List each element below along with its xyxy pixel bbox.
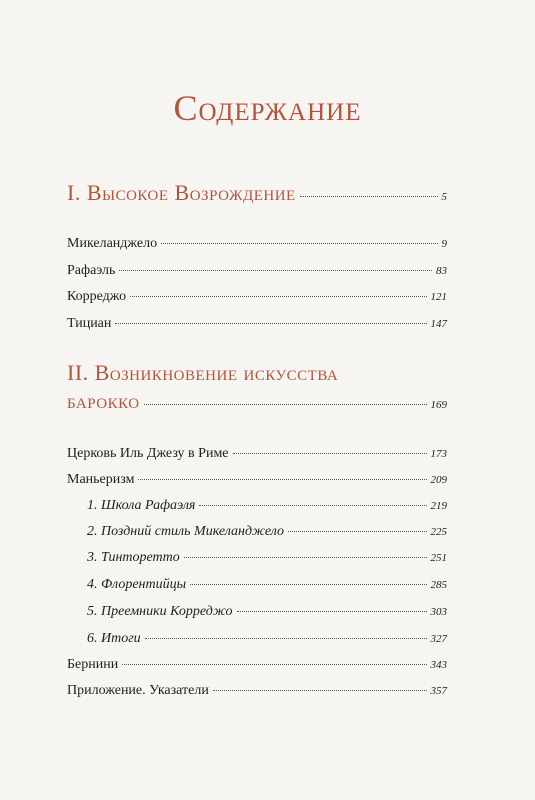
toc-part-label: барокко	[67, 388, 140, 413]
toc-entry[interactable]	[67, 263, 447, 279]
toc-page-number: 5	[441, 191, 447, 203]
toc-entry[interactable]	[67, 316, 447, 332]
toc-page-number: 169	[430, 399, 447, 411]
toc-entry[interactable]	[67, 236, 447, 252]
toc-page-number: 285	[430, 579, 447, 591]
toc-entry-label: 2. Поздний стиль Микеланджело	[87, 524, 285, 539]
toc-page-number: 357	[430, 685, 447, 697]
dot-leader	[119, 270, 432, 271]
toc-subentry[interactable]	[87, 498, 447, 514]
dot-leader	[199, 505, 426, 506]
dot-leader	[213, 690, 427, 691]
toc-entry-label: 5. Преемники Корреджо	[87, 604, 233, 619]
toc-entry-label: Микеланджело	[67, 236, 158, 251]
dot-leader	[184, 557, 427, 558]
toc-page-number: 303	[430, 606, 447, 618]
toc-entry-label: Рафаэль	[67, 263, 116, 278]
toc-part-2[interactable]	[67, 388, 447, 414]
toc-entry-label: 3. Тинторетто	[87, 550, 180, 565]
toc-entry[interactable]	[67, 657, 447, 673]
toc-subentry[interactable]	[87, 604, 447, 620]
toc-entry[interactable]	[67, 289, 447, 305]
dot-leader	[145, 638, 427, 639]
dot-leader	[161, 243, 437, 244]
toc-entry[interactable]	[67, 683, 447, 699]
toc-entry-label: 1. Школа Рафаэля	[87, 498, 196, 513]
dot-leader	[144, 404, 427, 405]
toc-subentry[interactable]	[87, 524, 447, 540]
toc-entry[interactable]	[67, 446, 447, 462]
toc-subentry[interactable]	[87, 577, 447, 593]
dot-leader	[300, 196, 438, 197]
toc-entry-label: 6. Итоги	[87, 631, 141, 646]
toc-entry-label: Корреджо	[67, 289, 127, 304]
toc-page-number: 251	[430, 552, 447, 564]
dot-leader	[288, 531, 426, 532]
toc-entry-label: 4. Флорентийцы	[87, 577, 187, 592]
toc-page-number: 209	[430, 474, 447, 486]
toc-subentry[interactable]	[87, 631, 447, 647]
toc-entry-label: Бернини	[67, 657, 119, 672]
toc-page-number: 327	[430, 633, 447, 645]
toc-page-number: 147	[430, 318, 447, 330]
toc-page-number: 225	[430, 526, 447, 538]
dot-leader	[122, 664, 426, 665]
toc-entry[interactable]	[67, 472, 447, 488]
toc-subentry[interactable]	[87, 550, 447, 566]
dot-leader	[237, 611, 427, 612]
toc-page-number: 343	[430, 659, 447, 671]
dot-leader	[130, 296, 426, 297]
toc-part-1[interactable]	[67, 180, 447, 206]
dot-leader	[138, 479, 426, 480]
toc-page-number: 121	[430, 291, 447, 303]
toc-part-label: I. Высокое Возрождение	[67, 180, 296, 205]
toc-entry-label: Церковь Иль Джезу в Риме	[67, 446, 229, 461]
toc-entry-label: Тициан	[67, 316, 112, 331]
toc-page-number: 173	[430, 448, 447, 460]
toc-entry-label: Приложение. Указатели	[67, 683, 209, 698]
toc-part-2-title-line1[interactable]: II. Возникновение искусства	[67, 360, 339, 385]
page-title: Содержание	[173, 88, 362, 128]
dot-leader	[190, 584, 426, 585]
toc-page-number: 83	[436, 265, 447, 277]
toc-page-number: 9	[441, 238, 447, 250]
dot-leader	[233, 453, 427, 454]
toc-entry-label: Маньеризм	[67, 472, 135, 487]
dot-leader	[115, 323, 426, 324]
toc-page-number: 219	[430, 500, 447, 512]
